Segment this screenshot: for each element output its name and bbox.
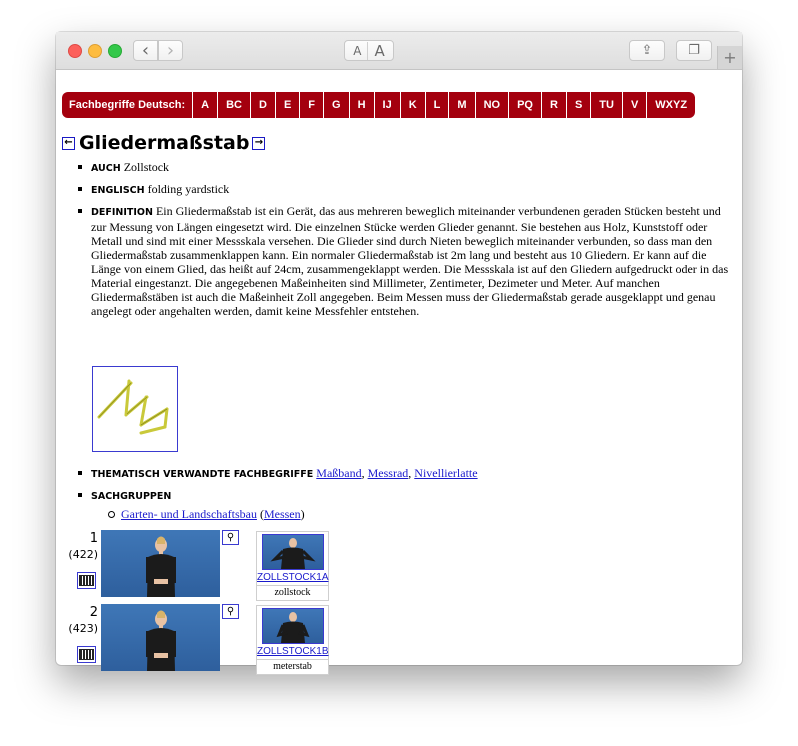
letter-link[interactable]: NO (475, 92, 509, 118)
letter-link[interactable]: L (425, 92, 449, 118)
related-link-messrad[interactable]: Messrad (367, 466, 409, 480)
next-entry-button[interactable] (252, 137, 265, 150)
share-button[interactable] (629, 40, 665, 61)
letter-link[interactable]: M (448, 92, 474, 118)
magnifier-icon: ⚲ (226, 532, 235, 543)
englisch-label: ENGLISCH (91, 185, 145, 196)
letter-link[interactable]: H (349, 92, 374, 118)
chevron-left-icon: ‹ (141, 39, 150, 61)
video-count: (422) (68, 548, 98, 561)
film-icon[interactable] (77, 572, 96, 589)
video-number: 1 (89, 531, 98, 546)
englisch-value: folding yardstick (147, 182, 230, 196)
sachgruppe-sub-link[interactable]: Messen (263, 507, 301, 521)
letter-link[interactable]: IJ (374, 92, 400, 118)
entry-heading (62, 132, 265, 154)
letter-link[interactable]: G (323, 92, 349, 118)
previous-entry-button[interactable] (62, 137, 75, 150)
sign-card[interactable] (256, 605, 329, 675)
letter-link[interactable]: F (299, 92, 323, 118)
signer-thumbnail-figure (263, 609, 323, 643)
video-count: (423) (68, 622, 98, 635)
video-number: 2 (89, 605, 98, 620)
sign-code-link[interactable]: ZOLLSTOCK1A (257, 572, 329, 583)
definition-text: Ein Gliedermaßstab ist ein Gerät, das aus mehreren beweglich miteinander verbundenen geraden Stücken besteht und zur Messung von Längen eingesetzt wird. Die einzelnen Stücke werden Glieder genannt. Sie bestehen aus Holz, Kunststoff oder Metall und sind mit einer Messskala versehen. Die Glieder sind durch Nieten beweglich miteinander verbunden, so dass man den Gliedermaßstab zusammenklappen kann. Ein normaler Gliedermaßstab ist 2m lang und besteht aus 10 Gliedern. Er kann auf die Länge von einem Glied, das heißt auf 24cm, zusammengeklappt werden. Die Messskala ist auf den Gliedern aufgedruckt oder in das Material eingestanzt. Die angegebenen Maßeinheiten sind Millimeter, Zentimeter, Dezimeter und Meter. Auf manchen Gliedermaßstäben ist auch die Maßeinheit Zoll angegeben. Beim Messen muss der Gliedermaßstab gerade ausgeklappt und genau angelegt oder angehalten werden, damit keine Messfehler entstehen. (91, 204, 729, 318)
minimize-window-button[interactable] (88, 44, 102, 58)
zoom-video-button[interactable] (222, 530, 239, 545)
letter-link[interactable]: S (566, 92, 590, 118)
zoom-video-button[interactable] (222, 604, 239, 619)
show-tabs-button[interactable] (676, 40, 712, 61)
signer-figure (144, 609, 178, 671)
alphabet-nav (62, 92, 695, 118)
related-list (56, 466, 736, 521)
text-size-control[interactable] (344, 40, 394, 61)
letter-link[interactable]: R (541, 92, 566, 118)
letter-link[interactable]: D (250, 92, 275, 118)
sachgruppen-list (91, 507, 736, 521)
magnifier-icon: ⚲ (226, 606, 235, 617)
forward-button[interactable] (158, 40, 183, 61)
title-bar (56, 32, 742, 70)
signer-figure (144, 535, 178, 597)
folding-rule-icon (93, 367, 177, 451)
film-icon[interactable] (77, 646, 96, 663)
close-window-button[interactable] (68, 44, 82, 58)
signer-thumbnail-figure (263, 535, 323, 569)
auch-label: AUCH (91, 163, 121, 174)
related-link-massband[interactable]: Maßband (316, 466, 362, 480)
sachgruppen-label: SACHGRUPPEN (91, 491, 172, 502)
letter-link[interactable]: A (192, 92, 217, 118)
tabs-icon: ❐ (688, 43, 700, 58)
text-smaller-button[interactable]: A (353, 43, 362, 58)
sign-word: zollstock (274, 587, 311, 598)
related-link-nivellierlatte[interactable]: Nivellierlatte (414, 466, 478, 480)
letter-link[interactable]: K (400, 92, 425, 118)
back-button[interactable] (133, 40, 158, 61)
list-item: THEMATISCH VERWANDTE FACHBEGRIFFE Maßband, Messrad, Nivellierlatte (56, 466, 736, 482)
sachgruppe-link[interactable]: Garten- und Landschaftsbau (121, 507, 257, 521)
sign-card[interactable] (256, 531, 329, 601)
entry-details (56, 160, 736, 318)
new-tab-button[interactable] (717, 46, 742, 69)
share-icon: ⇪ (641, 43, 653, 58)
browser-window (56, 32, 742, 672)
alphabet-nav-label: Fachbegriffe Deutsch: (69, 99, 186, 111)
sign-word: meterstab (273, 661, 312, 672)
list-item (56, 488, 736, 521)
arrow-left-icon: ← (64, 137, 73, 148)
sign-thumbnail[interactable] (262, 534, 324, 570)
list-item: Garten- und Landschaftsbau (Messen) (91, 507, 736, 521)
letter-link[interactable]: V (622, 92, 646, 118)
list-item (56, 204, 736, 318)
letter-link[interactable]: WXYZ (646, 92, 695, 118)
sign-video[interactable] (101, 604, 220, 671)
letter-link[interactable]: BC (217, 92, 250, 118)
letter-link[interactable]: E (275, 92, 299, 118)
list-item (56, 182, 736, 198)
divider (257, 585, 328, 586)
sign-code-link[interactable]: ZOLLSTOCK1B (257, 646, 329, 657)
zoom-window-button[interactable] (108, 44, 122, 58)
page-content (56, 70, 742, 672)
video-row (56, 604, 742, 672)
video-row (56, 530, 742, 598)
auch-value: Zollstock (123, 160, 170, 174)
divider (257, 659, 328, 660)
letter-link[interactable]: TU (590, 92, 622, 118)
related-label: THEMATISCH VERWANDTE FACHBEGRIFFE (91, 469, 314, 480)
list-item (56, 160, 736, 176)
letter-link[interactable]: PQ (508, 92, 541, 118)
arrow-right-icon: → (254, 137, 264, 148)
sign-video[interactable] (101, 530, 220, 597)
entry-illustration[interactable] (92, 366, 178, 452)
chevron-right-icon: › (166, 39, 175, 61)
plus-icon: + (723, 48, 737, 67)
text-larger-button[interactable]: A (367, 42, 384, 60)
sign-thumbnail[interactable] (262, 608, 324, 644)
page-title: Gliedermaßstab (79, 132, 250, 154)
definition-label: DEFINITION (91, 207, 153, 218)
